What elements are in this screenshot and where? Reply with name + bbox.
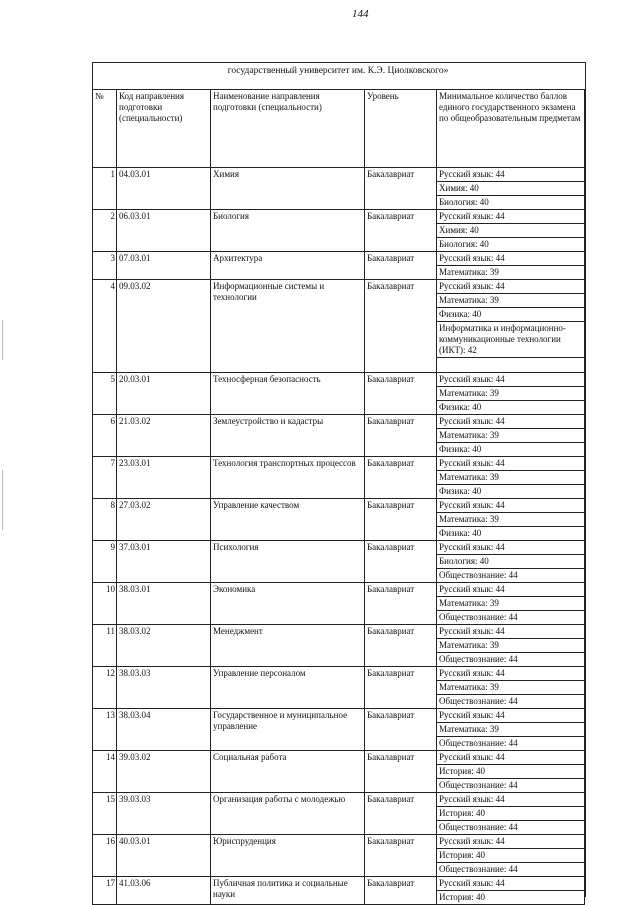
row-number: 15 [93, 793, 117, 835]
exam-score: Математика: 39 [437, 681, 584, 695]
exam-requirements [437, 877, 585, 905]
exam-score: Обществознание: 44 [439, 738, 518, 748]
exam-requirements [437, 457, 585, 499]
education-level: Бакалавриат [365, 877, 437, 905]
exam-score: Математика: 39 [437, 723, 584, 737]
education-level: Бакалавриат [365, 793, 437, 835]
direction-name: Управление качеством [211, 499, 365, 541]
exam-requirements [437, 625, 585, 667]
table-row [93, 168, 585, 210]
education-level: Бакалавриат [365, 280, 437, 373]
direction-code: 38.03.02 [117, 625, 211, 667]
table-row [93, 583, 585, 625]
row-number: 12 [93, 667, 117, 709]
row-number: 5 [93, 373, 117, 415]
table-row [93, 415, 585, 457]
direction-code: 20.03.01 [117, 373, 211, 415]
direction-name: Организация работы с молодежью [211, 793, 365, 835]
direction-code: 21.03.02 [117, 415, 211, 457]
row-number: 3 [93, 252, 117, 280]
table-header-row [93, 90, 585, 168]
exam-score: Химия: 40 [437, 182, 584, 196]
exam-requirements [437, 835, 585, 877]
row-number: 17 [93, 877, 117, 905]
education-level: Бакалавриат [365, 415, 437, 457]
row-number: 10 [93, 583, 117, 625]
exam-score: История: 40 [437, 807, 584, 821]
table-row [93, 877, 585, 905]
exam-requirements [437, 751, 585, 793]
education-level: Бакалавриат [365, 457, 437, 499]
row-number: 8 [93, 499, 117, 541]
exam-score: Русский язык: 44 [437, 457, 584, 471]
exam-requirements [437, 415, 585, 457]
admission-table [92, 89, 585, 905]
exam-score: Обществознание: 44 [439, 696, 518, 706]
scan-edge-mark [2, 320, 3, 360]
education-level: Бакалавриат [365, 625, 437, 667]
exam-requirements [437, 793, 585, 835]
direction-name: Химия [211, 168, 365, 210]
row-number: 6 [93, 415, 117, 457]
exam-score: Русский язык: 44 [437, 793, 584, 807]
exam-score: Русский язык: 44 [437, 583, 584, 597]
table-body [93, 168, 585, 905]
direction-name: Государственное и муниципальное управление [211, 709, 365, 751]
exam-score: Математика: 39 [437, 294, 584, 308]
exam-score: Русский язык: 44 [437, 667, 584, 681]
exam-score: Обществознание: 44 [439, 822, 518, 832]
direction-name: Техносферная безопасность [211, 373, 365, 415]
table-row [93, 751, 585, 793]
direction-code: 39.03.02 [117, 751, 211, 793]
exam-score: Математика: 39 [437, 471, 584, 485]
exam-score: Обществознание: 44 [439, 654, 518, 664]
direction-code: 04.03.01 [117, 168, 211, 210]
exam-score: Химия: 40 [437, 224, 584, 238]
exam-requirements [437, 667, 585, 709]
exam-score: Физика: 40 [437, 308, 584, 322]
exam-score: Русский язык: 44 [437, 709, 584, 723]
education-level: Бакалавриат [365, 583, 437, 625]
exam-requirements [437, 499, 585, 541]
row-number: 16 [93, 835, 117, 877]
exam-score: Русский язык: 44 [437, 168, 584, 182]
direction-code: 38.03.01 [117, 583, 211, 625]
row-number: 1 [93, 168, 117, 210]
direction-name: Психология [211, 541, 365, 583]
exam-requirements [437, 210, 585, 252]
exam-requirements [437, 541, 585, 583]
exam-score: История: 40 [437, 765, 584, 779]
exam-score: Русский язык: 44 [437, 625, 584, 639]
education-level: Бакалавриат [365, 667, 437, 709]
row-spacer [437, 358, 584, 372]
row-number: 2 [93, 210, 117, 252]
table-row [93, 499, 585, 541]
direction-code: 37.03.01 [117, 541, 211, 583]
exam-score: Русский язык: 44 [437, 751, 584, 765]
exam-requirements [437, 168, 585, 210]
row-number: 7 [93, 457, 117, 499]
exam-score: Русский язык: 44 [437, 210, 584, 224]
header-exams: Минимальное количество баллов единого государственного экзамена по общеобразовательным предметам [437, 90, 585, 168]
education-level: Бакалавриат [365, 373, 437, 415]
exam-requirements [437, 583, 585, 625]
exam-score: Русский язык: 44 [437, 373, 584, 387]
exam-score: Русский язык: 44 [437, 280, 584, 294]
row-number: 4 [93, 280, 117, 373]
exam-score: Биология: 40 [439, 239, 489, 249]
table-row [93, 835, 585, 877]
exam-score: Математика: 39 [437, 513, 584, 527]
education-level: Бакалавриат [365, 751, 437, 793]
table-row [93, 280, 585, 373]
header-name: Наименование направления подготовки (специальности) [211, 90, 365, 168]
exam-score: Математика: 39 [437, 639, 584, 653]
exam-score: История: 40 [439, 892, 486, 902]
exam-score: Информатика и информационно-коммуникационные технологии (ИКТ): 42 [437, 322, 584, 358]
exam-score: Математика: 39 [437, 429, 584, 443]
exam-score: Физика: 40 [439, 402, 482, 412]
exam-score: Математика: 39 [437, 597, 584, 611]
table-row [93, 667, 585, 709]
direction-code: 27.03.02 [117, 499, 211, 541]
direction-name: Архитектура [211, 252, 365, 280]
table-row [93, 709, 585, 751]
direction-code: 41.03.06 [117, 877, 211, 905]
direction-name: Социальная работа [211, 751, 365, 793]
education-level: Бакалавриат [365, 210, 437, 252]
table-row [93, 252, 585, 280]
exam-requirements [437, 280, 585, 373]
direction-name: Управление персоналом [211, 667, 365, 709]
direction-name: Биология [211, 210, 365, 252]
exam-score: Обществознание: 44 [439, 612, 518, 622]
exam-score: Математика: 39 [439, 267, 499, 277]
table-row [93, 373, 585, 415]
header-code: Код направления подготовки (специальности) [117, 90, 211, 168]
direction-code: 09.03.02 [117, 280, 211, 373]
exam-score: Физика: 40 [439, 528, 482, 538]
direction-code: 07.03.01 [117, 252, 211, 280]
exam-score: Русский язык: 44 [437, 499, 584, 513]
exam-score: Русский язык: 44 [437, 877, 584, 891]
direction-name: Технология транспортных процессов [211, 457, 365, 499]
table-row [93, 625, 585, 667]
table-row [93, 210, 585, 252]
table-row [93, 457, 585, 499]
education-level: Бакалавриат [365, 835, 437, 877]
exam-score: Обществознание: 44 [439, 864, 518, 874]
education-level: Бакалавриат [365, 168, 437, 210]
exam-score: Физика: 40 [439, 444, 482, 454]
direction-name: Юриспруденция [211, 835, 365, 877]
education-level: Бакалавриат [365, 709, 437, 751]
header-level: Уровень [365, 90, 437, 168]
direction-code: 39.03.03 [117, 793, 211, 835]
direction-name: Экономика [211, 583, 365, 625]
exam-score: Биология: 40 [439, 197, 489, 207]
page-number: 144 [352, 8, 369, 20]
direction-code: 40.03.01 [117, 835, 211, 877]
row-number: 14 [93, 751, 117, 793]
exam-score: Биология: 40 [437, 555, 584, 569]
direction-name: Информационные системы и технологии [211, 280, 365, 373]
row-number: 13 [93, 709, 117, 751]
direction-code: 38.03.03 [117, 667, 211, 709]
exam-score: История: 40 [437, 849, 584, 863]
exam-score: Физика: 40 [439, 486, 482, 496]
direction-name: Публичная политика и социальные науки [211, 877, 365, 905]
education-level: Бакалавриат [365, 499, 437, 541]
exam-score: Обществознание: 44 [439, 570, 518, 580]
exam-score: Русский язык: 44 [437, 835, 584, 849]
exam-score: Русский язык: 44 [437, 415, 584, 429]
scan-edge-mark [2, 470, 3, 530]
direction-name: Землеустройство и кадастры [211, 415, 365, 457]
exam-requirements [437, 252, 585, 280]
exam-score: Обществознание: 44 [439, 780, 518, 790]
direction-code: 38.03.04 [117, 709, 211, 751]
header-num: № [93, 90, 117, 168]
direction-code: 06.03.01 [117, 210, 211, 252]
exam-score: Русский язык: 44 [437, 252, 584, 266]
exam-requirements [437, 709, 585, 751]
education-level: Бакалавриат [365, 252, 437, 280]
direction-name: Менеджмент [211, 625, 365, 667]
exam-requirements [437, 373, 585, 415]
row-number: 11 [93, 625, 117, 667]
table-row [93, 541, 585, 583]
table-row [93, 793, 585, 835]
education-level: Бакалавриат [365, 541, 437, 583]
university-heading: государственный университет им. К.Э. Циолковского» [227, 66, 449, 76]
exam-score: Русский язык: 44 [437, 541, 584, 555]
exam-score: Математика: 39 [437, 387, 584, 401]
direction-code: 23.03.01 [117, 457, 211, 499]
row-number: 9 [93, 541, 117, 583]
